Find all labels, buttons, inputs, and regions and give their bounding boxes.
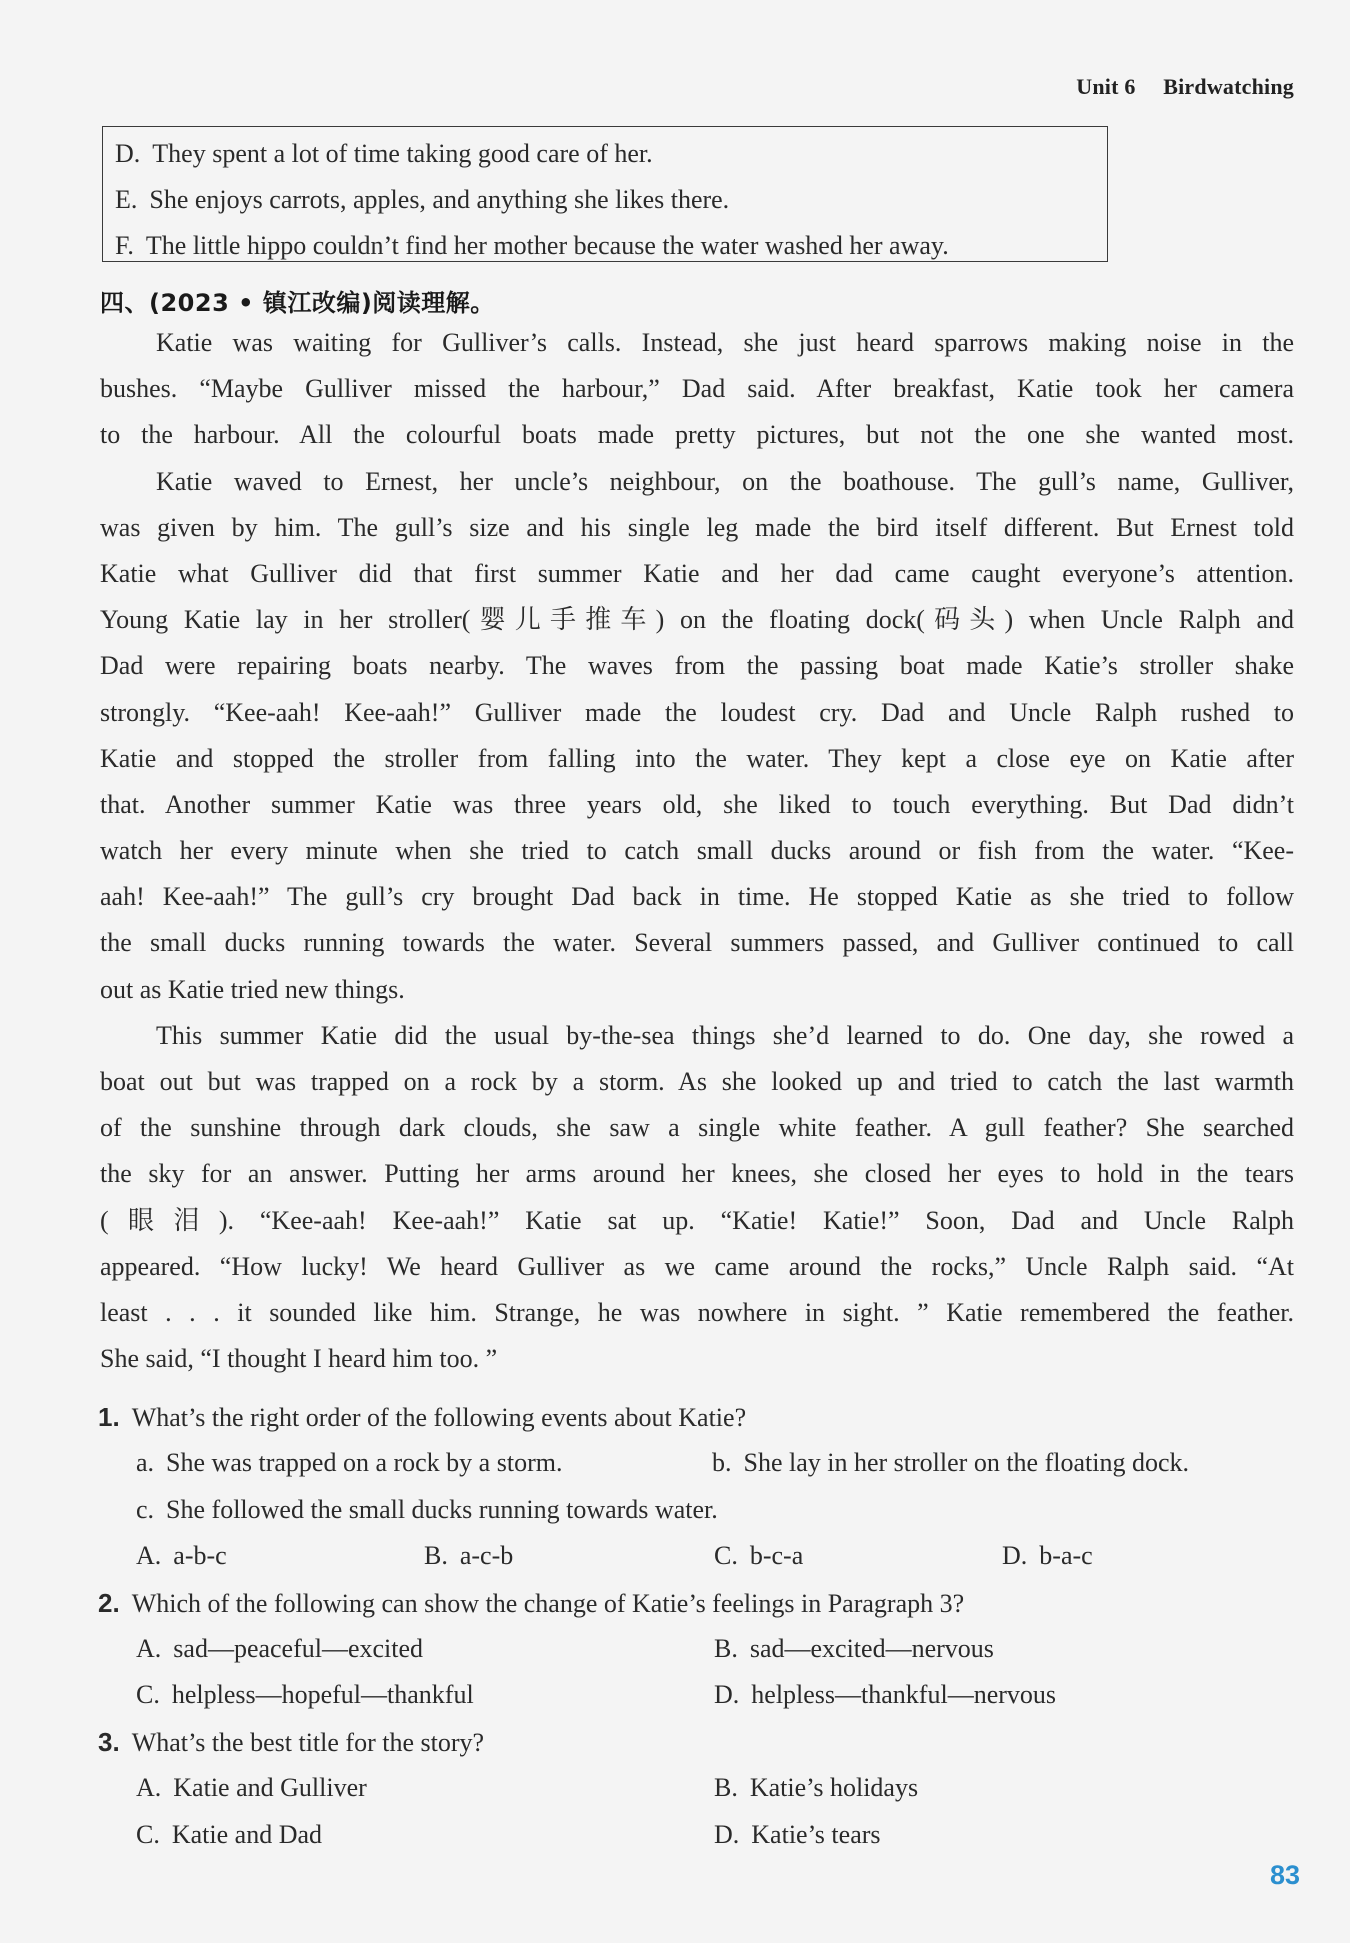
choice-d[interactable] <box>714 1812 881 1858</box>
choice-text: b-c-a <box>749 1541 804 1571</box>
event-b <box>712 1440 1189 1486</box>
box-option-f <box>115 223 1107 269</box>
event-row <box>98 1487 1298 1533</box>
question-number: 1. <box>98 1402 120 1432</box>
choice-d[interactable] <box>1002 1533 1093 1579</box>
question-stem: What’s the best title for the story? <box>131 1727 485 1757</box>
choice-text: Katie and Gulliver <box>173 1773 367 1803</box>
passage-line: (眼泪). “Kee-aah! Kee-aah!” Katie sat up. “Katie! Katie!” Soon, Dad and Uncle Ralph <box>100 1205 1294 1235</box>
choice-text: sad—peaceful—excited <box>173 1633 424 1663</box>
choice-letter: B. <box>714 1633 738 1663</box>
option-letter: F. <box>115 231 134 260</box>
choice-b[interactable] <box>714 1626 994 1672</box>
passage-line: Katie was waiting for Gulliver’s calls. Instead, she just heard sparrows making noise in the <box>156 328 1294 357</box>
option-text: She enjoys carrots, apples, and anything she likes there. <box>149 185 730 214</box>
option-row <box>98 1672 1298 1718</box>
choice-letter: B. <box>714 1773 738 1803</box>
event-text: She was trapped on a rock by a storm. <box>166 1448 563 1478</box>
event-c <box>136 1487 718 1533</box>
event-letter: b. <box>712 1448 732 1478</box>
passage-line: bushes. “Maybe Gulliver missed the harbour,” Dad said. After breakfast, Katie took her camera <box>100 374 1294 404</box>
section-heading: 四、(2023 • 镇江改编)阅读理解。 <box>100 289 495 317</box>
event-letter: a. <box>136 1448 155 1478</box>
passage-line: the sky for an answer. Putting her arms around her knees, she closed her eyes to hold in the tears <box>100 1159 1294 1189</box>
option-text: They spent a lot of time taking good care of her. <box>152 139 653 168</box>
choice-c[interactable] <box>136 1812 322 1858</box>
question-2 <box>98 1580 1298 1626</box>
event-a <box>136 1440 562 1486</box>
passage-line: aah! Kee-aah!” The gull’s cry brought Dad back in time. He stopped Katie as she tried to follow <box>100 882 1294 912</box>
question-number: 3. <box>98 1726 120 1757</box>
choice-text: helpless—thankful—nervous <box>751 1680 1057 1710</box>
passage-line: Young Katie lay in her stroller(婴儿手推车) on the floating dock(码头) when Uncle Ralph and <box>100 605 1294 635</box>
running-head-unit: Unit 6 <box>1076 74 1136 99</box>
passage-line: out as Katie tried new things. <box>100 974 405 1004</box>
choice-letter: A. <box>136 1773 162 1803</box>
option-row <box>98 1626 1298 1672</box>
choice-letter: C. <box>136 1680 160 1710</box>
question-stem: Which of the following can show the change of Katie’s feelings in Paragraph 3? <box>131 1588 965 1618</box>
passage-line: least . . . it sounded like him. Strange, he was nowhere in sight. ” Katie remembered the feather. <box>100 1297 1294 1327</box>
question-number: 2. <box>98 1587 120 1618</box>
choice-letter: B. <box>424 1541 448 1571</box>
choice-a[interactable] <box>136 1765 367 1811</box>
choice-b[interactable] <box>424 1533 513 1579</box>
choice-text: b-a-c <box>1039 1541 1093 1571</box>
page-number: 83 <box>1269 1860 1300 1890</box>
passage-line: to the harbour. All the colourful boats made pretty pictures, but not the one she wanted most. <box>100 420 1294 450</box>
passage-line: boat out but was trapped on a rock by a storm. As she looked up and tried to catch the last warmth <box>100 1067 1294 1096</box>
option-letter: E. <box>115 185 138 214</box>
passage-line: Katie what Gulliver did that first summer Katie and her dad came caught everyone’s attention. <box>100 558 1294 588</box>
passage-line: the small ducks running towards the water. Several summers passed, and Gulliver continued to call <box>100 928 1294 958</box>
choice-b[interactable] <box>714 1765 918 1811</box>
event-text: She lay in her stroller on the floating dock. <box>743 1448 1190 1478</box>
question-3 <box>98 1719 1298 1765</box>
choice-text: sad—excited—nervous <box>749 1633 994 1663</box>
choice-c[interactable] <box>714 1533 803 1579</box>
choice-text: a-b-c <box>173 1541 227 1571</box>
choice-d[interactable] <box>714 1672 1056 1718</box>
option-text: The little hippo couldn’t find her mother because the water washed her away. <box>145 231 949 260</box>
choice-letter: A. <box>136 1541 162 1571</box>
choice-letter: D. <box>714 1680 740 1710</box>
choice-letter: D. <box>1002 1541 1028 1571</box>
question-list <box>98 1394 1298 1858</box>
choice-letter: C. <box>714 1541 738 1571</box>
passage-line: of the sunshine through dark clouds, she saw a single white feather. A gull feather? She searched <box>100 1113 1294 1143</box>
box-option-d <box>115 131 1107 177</box>
choice-c[interactable] <box>136 1672 474 1718</box>
passage-line: Dad were repairing boats nearby. The waves from the passing boat made Katie’s stroller shake <box>100 651 1294 681</box>
passage-line: watch her every minute when she tried to catch small ducks around or fish from the water. “Kee- <box>100 836 1294 866</box>
running-head-title: Birdwatching <box>1163 74 1294 99</box>
running-head <box>1076 74 1294 100</box>
choice-letter: D. <box>714 1819 740 1849</box>
choice-letter: C. <box>136 1819 160 1849</box>
choice-a[interactable] <box>136 1626 423 1672</box>
passage-line: Katie and stopped the stroller from falling into the water. They kept a close eye on Katie after <box>100 743 1294 773</box>
option-letter: D. <box>115 139 141 168</box>
choice-text: helpless—hopeful—thankful <box>171 1680 474 1710</box>
event-row <box>98 1440 1298 1486</box>
passage-line: was given by him. The gull’s size and his single leg made the bird itself different. But Ernest told <box>100 512 1294 542</box>
passage-line: appeared. “How lucky! We heard Gulliver as we came around the rocks,” Uncle Ralph said. “At <box>100 1251 1294 1281</box>
passage-line: Katie waved to Ernest, her uncle’s neighbour, on the boathouse. The gull’s name, Gulliver, <box>156 466 1294 496</box>
passage-line: that. Another summer Katie was three years old, she liked to touch everything. But Dad didn’t <box>100 789 1294 819</box>
option-row <box>98 1812 1298 1858</box>
passage-line: This summer Katie did the usual by-the-sea things she’d learned to do. One day, she rowed a <box>156 1020 1294 1050</box>
event-text: She followed the small ducks running towards water. <box>166 1494 718 1524</box>
options-box <box>102 126 1108 262</box>
option-row <box>98 1765 1298 1811</box>
passage-line: She said, “I thought I heard him too. ” <box>100 1344 498 1374</box>
event-letter: c. <box>136 1494 155 1524</box>
question-1 <box>98 1394 1298 1440</box>
choice-text: Katie and Dad <box>171 1819 323 1849</box>
choice-text: Katie’s tears <box>751 1819 881 1849</box>
question-stem: What’s the right order of the following events about Katie? <box>131 1403 747 1432</box>
choice-letter: A. <box>136 1633 162 1663</box>
choice-a[interactable] <box>136 1533 227 1579</box>
passage-line: strongly. “Kee-aah! Kee-aah!” Gulliver made the loudest cry. Dad and Uncle Ralph rushed to <box>100 697 1294 727</box>
choice-text: Katie’s holidays <box>749 1773 919 1803</box>
option-row <box>98 1533 1298 1579</box>
box-option-e <box>115 177 1107 223</box>
choice-text: a-c-b <box>459 1541 514 1571</box>
reading-passage <box>100 320 1294 1382</box>
